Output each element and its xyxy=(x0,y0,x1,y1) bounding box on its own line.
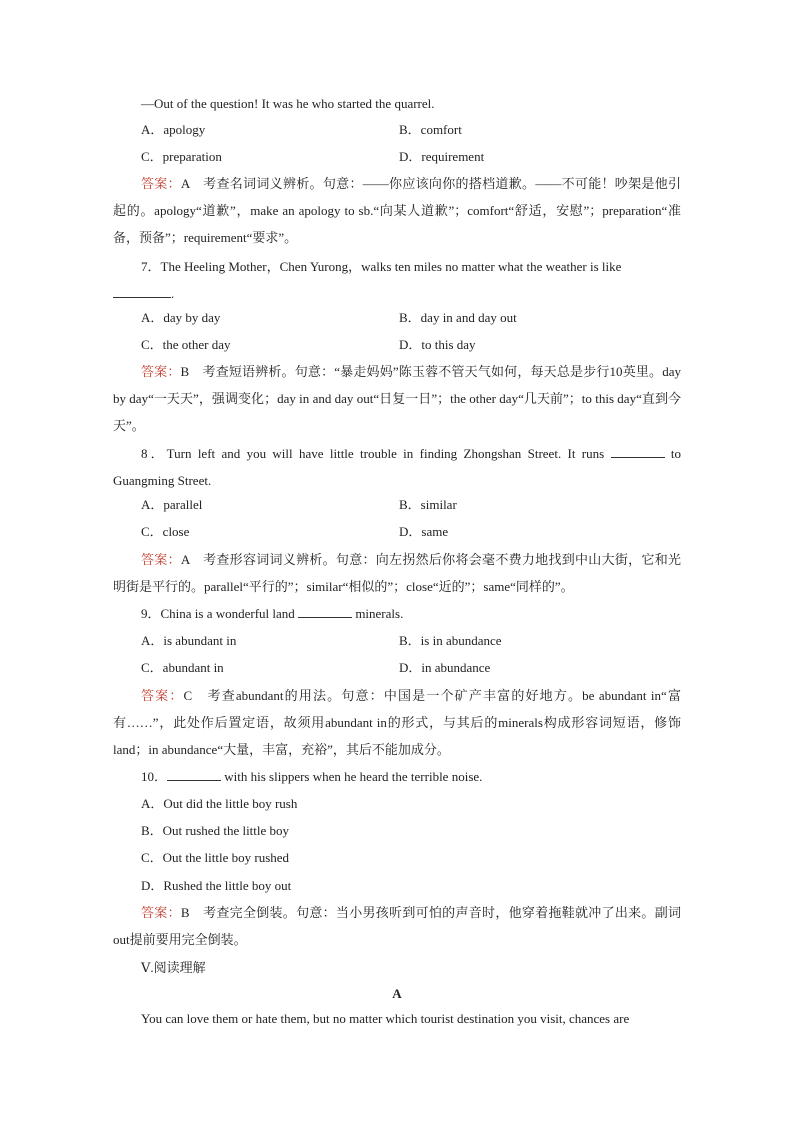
q9-answer-text: C 考查abundant的用法。句意：中国是一个矿产丰富的好地方。be abundant in“富有……”，此处作后置定语，故须用abundant in的形式，与其后的minerals构成形容词短语，修饰land；in abundance“大量，丰富，充裕”，其后不能加成分。 xyxy=(113,688,681,757)
q10-answer-text: B 考查完全倒装。句意：当小男孩听到可怕的声音时，他穿着拖鞋就冲了出来。副词out提前要用完全倒装。 xyxy=(113,905,681,947)
q6-option-c: C．preparation xyxy=(141,149,222,164)
answer-label: 答案： xyxy=(141,176,181,191)
q8-option-c: C．close xyxy=(141,524,190,539)
passage-label: A xyxy=(392,986,402,1001)
q6-option-a: A．apology xyxy=(141,122,206,137)
q10-stem: 10． with his slippers when he heard the terrible noise. xyxy=(141,769,483,784)
q9-option-d: D．in abundance xyxy=(399,660,491,675)
q6-answer-paragraph xyxy=(113,170,681,251)
q10-option-d: D．Rushed the little boy out xyxy=(141,878,292,893)
q8-option-d: D．same xyxy=(399,524,449,539)
answer-blank xyxy=(298,606,352,618)
q7-option-b: B．day in and day out xyxy=(399,310,517,325)
answer-label: 答案： xyxy=(141,688,184,703)
q7-stem: 7．The Heeling Mother，Chen Yurong，walks ten miles no matter what the weather is like . xyxy=(113,253,681,307)
answer-blank xyxy=(113,286,171,298)
q7-option-d: D．to this day xyxy=(399,337,476,352)
q8-option-a: A．parallel xyxy=(141,497,203,512)
q6-reply: —Out of the question! It was he who started the quarrel. xyxy=(141,96,435,111)
q8-answer-paragraph xyxy=(113,546,681,600)
q9-option-b: B．is in abundance xyxy=(399,633,502,648)
q8-option-b: B．similar xyxy=(399,497,457,512)
q9-answer-paragraph xyxy=(113,682,681,763)
section-heading: Ⅴ.阅读理解 xyxy=(141,960,206,975)
answer-blank xyxy=(167,769,221,781)
q8-answer-text: A 考查形容词词义辨析。句意：向左拐然后你将会毫不费力地找到中山大街，它和光明街是平行的。parallel“平行的”；similar“相似的”；close“近的”；same“同样的”。 xyxy=(113,552,681,594)
q10-option-c: C．Out the little boy rushed xyxy=(141,850,290,865)
q10-option-b: B．Out rushed the little boy xyxy=(141,823,290,838)
answer-blank xyxy=(611,446,665,458)
q6-option-b: B．comfort xyxy=(399,122,462,137)
q9-stem: 9．China is a wonderful land minerals. xyxy=(141,606,404,621)
q10-answer-paragraph xyxy=(113,899,681,953)
q8-stem: 8．Turn left and you will have little trouble in finding Zhongshan Street. It runs to Guangming Street. xyxy=(113,446,682,488)
passage-paragraph: You can love them or hate them, but no matter which tourist destination you visit, chances are xyxy=(141,1011,630,1026)
q6-answer-text: A 考查名词词义辨析。句意：——你应该向你的搭档道歉。——不可能！吵架是他引起的。apology“道歉”，make an apology to sb.“向某人道歉”；comfort“舒适，安慰”；preparation“准备，预备”；requirement“要求”。 xyxy=(113,176,681,245)
answer-label: 答案： xyxy=(141,905,181,920)
q9-option-a: A．is abundant in xyxy=(141,633,237,648)
answer-label: 答案： xyxy=(141,552,181,567)
q10-option-a: A．Out did the little boy rush xyxy=(141,796,298,811)
q6-option-d: D．requirement xyxy=(399,149,485,164)
q9-option-c: C．abundant in xyxy=(141,660,224,675)
q7-option-c: C．the other day xyxy=(141,337,231,352)
answer-label: 答案： xyxy=(141,364,181,379)
q7-answer-paragraph xyxy=(113,358,681,439)
q7-option-a: A．day by day xyxy=(141,310,221,325)
q7-answer-text: B 考查短语辨析。句意：“暴走妈妈”陈玉蓉不管天气如何，每天总是步行10英里。day by day“一天天”，强调变化；day in and day out“日复一日”；the other day“几天前”；to this day“直到今天”。 xyxy=(113,364,681,433)
